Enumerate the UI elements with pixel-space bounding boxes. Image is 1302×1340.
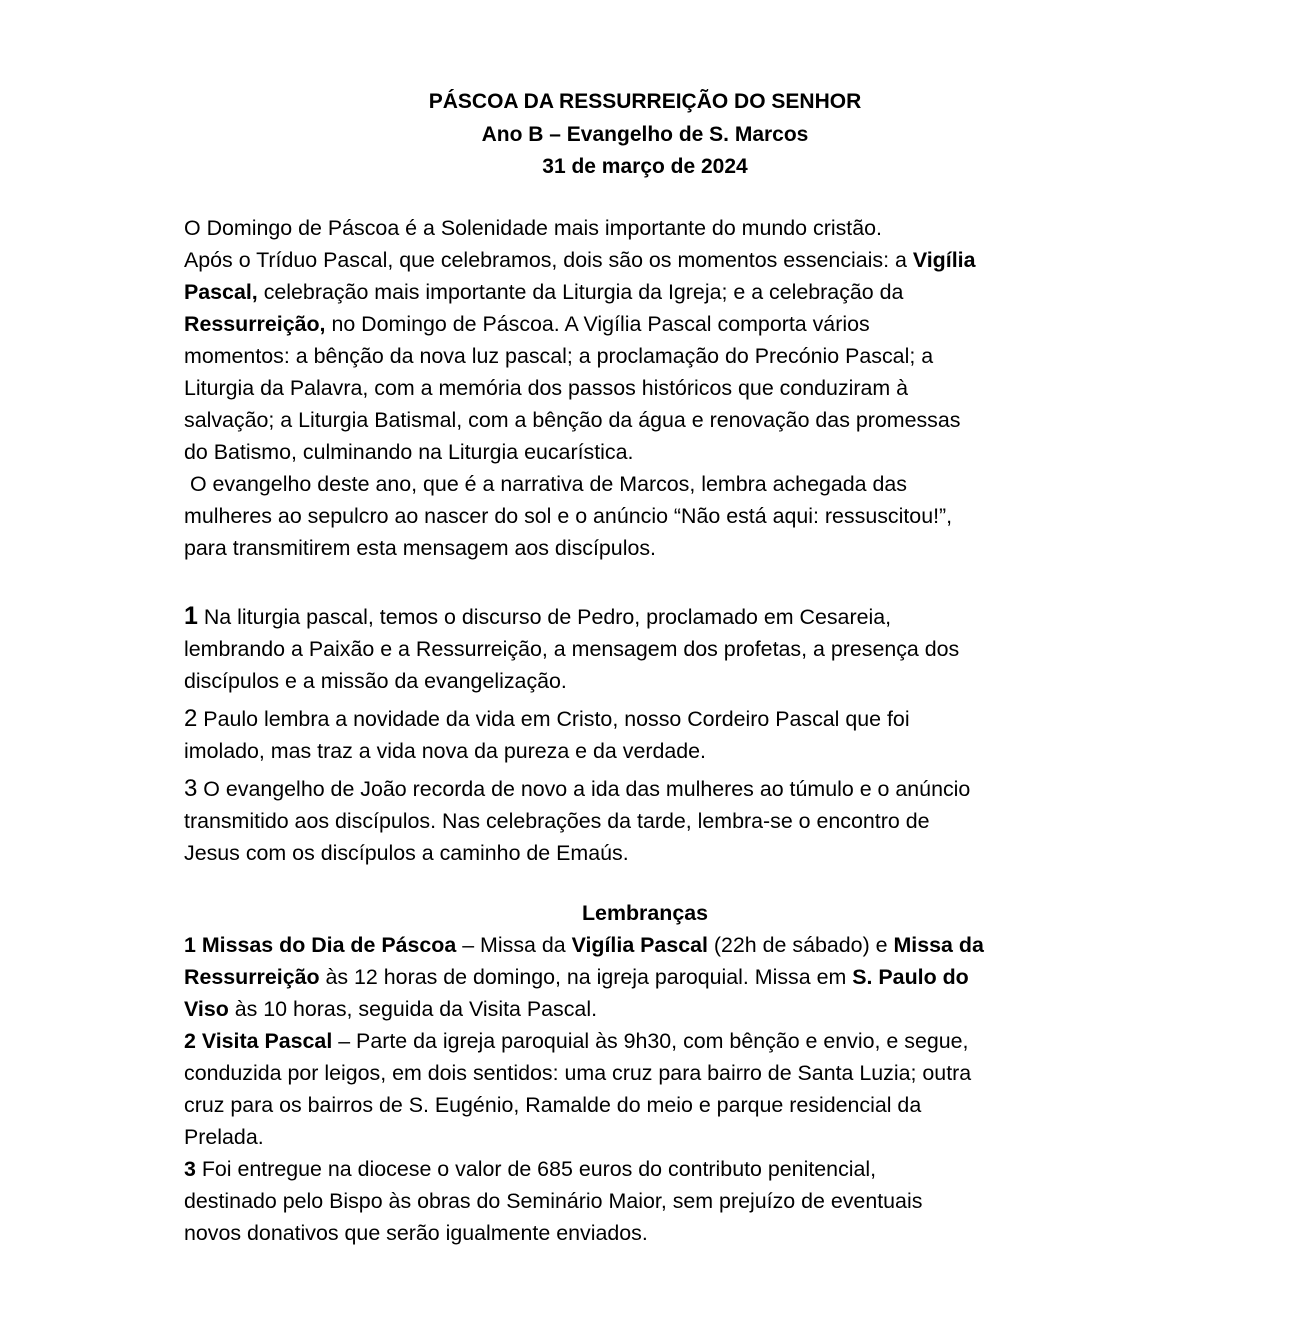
bold-text: Ressurreição, bbox=[184, 311, 326, 336]
text-line bbox=[184, 961, 1124, 993]
reminder-item-3 bbox=[184, 1153, 1124, 1249]
text-line: imolado, mas traz a vida nova da pureza e da verdade. bbox=[184, 738, 707, 763]
text-run: no Domingo de Páscoa. A Vigília Pascal comporta vários bbox=[325, 311, 870, 336]
reading-number: 2 bbox=[184, 704, 198, 732]
document-subtitle: Ano B – Evangelho de S. Marcos bbox=[481, 122, 809, 146]
reading-item-2 bbox=[184, 703, 1124, 767]
bold-text: Ressurreição bbox=[184, 964, 320, 989]
text-line: Liturgia da Palavra, com a memória dos passos históricos que conduziram à bbox=[184, 375, 909, 400]
text-run: – Parte da igreja paroquial às 9h30, com bênção e envio, e segue, bbox=[332, 1028, 969, 1053]
text-run: Foi entregue na diocese o valor de 685 euros do contributo penitencial, bbox=[195, 1156, 877, 1181]
text-line: novos donativos que serão igualmente enviados. bbox=[184, 1220, 648, 1245]
text-line bbox=[184, 1153, 1124, 1185]
text-line: lembrando a Paixão e a Ressurreição, a mensagem dos profetas, a presença dos bbox=[184, 636, 960, 661]
reminder-item-1 bbox=[184, 929, 1124, 1025]
text-line bbox=[184, 600, 1124, 633]
readings-list bbox=[184, 600, 1124, 869]
text-line: Jesus com os discípulos a caminho de Emaús. bbox=[184, 840, 629, 865]
reading-item-3 bbox=[184, 773, 1124, 869]
intro-paragraph bbox=[184, 212, 1124, 564]
text-line bbox=[184, 993, 1124, 1025]
text-line bbox=[184, 929, 1124, 961]
text-run: Paulo lembra a novidade da vida em Cristo, nosso Cordeiro Pascal que foi bbox=[197, 706, 910, 731]
bold-text: 1 Missas do Dia de Páscoa bbox=[184, 932, 457, 957]
text-line bbox=[184, 308, 1124, 340]
document-date: 31 de março de 2024 bbox=[542, 155, 748, 178]
bold-text: Missa da bbox=[893, 932, 984, 957]
reminders-heading: Lembranças bbox=[581, 900, 709, 925]
text-run: às 10 horas, seguida da Visita Pascal. bbox=[228, 996, 598, 1021]
text-run: às 12 horas de domingo, na igreja paroquial. Missa em bbox=[319, 964, 853, 989]
text-line: para transmitirem esta mensagem aos discípulos. bbox=[184, 535, 656, 560]
text-line: transmitido aos discípulos. Nas celebrações da tarde, lembra-se o encontro de bbox=[184, 808, 930, 833]
reading-number: 1 bbox=[184, 601, 198, 630]
text-line: destinado pelo Bispo às obras do Seminário Maior, sem prejuízo de eventuais bbox=[184, 1188, 923, 1213]
text-line bbox=[184, 244, 1124, 276]
text-run: (22h de sábado) e bbox=[707, 932, 894, 957]
text-line: momentos: a bênção da nova luz pascal; a proclamação do Precónio Pascal; a bbox=[184, 343, 934, 368]
text-line: mulheres ao sepulcro ao nascer do sol e o anúncio “Não está aqui: ressuscitou!”, bbox=[184, 503, 953, 528]
text-line: O evangelho deste ano, que é a narrativa de Marcos, lembra achegada das bbox=[184, 471, 907, 496]
bold-text: Vigília Pascal bbox=[571, 932, 708, 957]
bold-text: 2 Visita Pascal bbox=[184, 1028, 333, 1053]
reading-item-1 bbox=[184, 600, 1124, 697]
document-page bbox=[184, 86, 1124, 1249]
bold-text: Vigília bbox=[912, 247, 976, 272]
text-line bbox=[184, 1025, 1124, 1057]
text-line bbox=[184, 276, 1124, 308]
text-run: celebração mais importante da Liturgia da Igreja; e a celebração da bbox=[257, 279, 904, 304]
bold-text: Viso bbox=[184, 996, 229, 1021]
text-run: Após o Tríduo Pascal, que celebramos, dois são os momentos essenciais: a bbox=[184, 247, 913, 272]
text-line: do Batismo, culminando na Liturgia eucarística. bbox=[184, 439, 634, 464]
bold-text: 3 bbox=[184, 1156, 196, 1181]
text-line bbox=[184, 703, 1124, 735]
document-header bbox=[166, 86, 1124, 184]
document-title: PÁSCOA DA RESSURREIÇÃO DO SENHOR bbox=[428, 90, 862, 113]
text-run: – Missa da bbox=[456, 932, 572, 957]
text-line: discípulos e a missão da evangelização. bbox=[184, 668, 567, 693]
text-run: O evangelho de João recorda de novo a ida das mulheres ao túmulo e o anúncio bbox=[197, 776, 971, 801]
text-line: Prelada. bbox=[184, 1124, 264, 1149]
text-line: conduzida por leigos, em dois sentidos: uma cruz para bairro de Santa Luzia; outra bbox=[184, 1060, 972, 1085]
text-run: Na liturgia pascal, temos o discurso de Pedro, proclamado em Cesareia, bbox=[197, 604, 892, 629]
reminder-item-2 bbox=[184, 1025, 1124, 1153]
text-line: salvação; a Liturgia Batismal, com a bênção da água e renovação das promessas bbox=[184, 407, 961, 432]
reading-number: 3 bbox=[184, 774, 198, 802]
text-line: O Domingo de Páscoa é a Solenidade mais importante do mundo cristão. bbox=[184, 215, 882, 240]
bold-text: S. Paulo do bbox=[852, 964, 969, 989]
text-line bbox=[184, 773, 1124, 805]
bold-text: Pascal, bbox=[184, 279, 258, 304]
text-line: cruz para os bairros de S. Eugénio, Ramalde do meio e parque residencial da bbox=[184, 1092, 922, 1117]
